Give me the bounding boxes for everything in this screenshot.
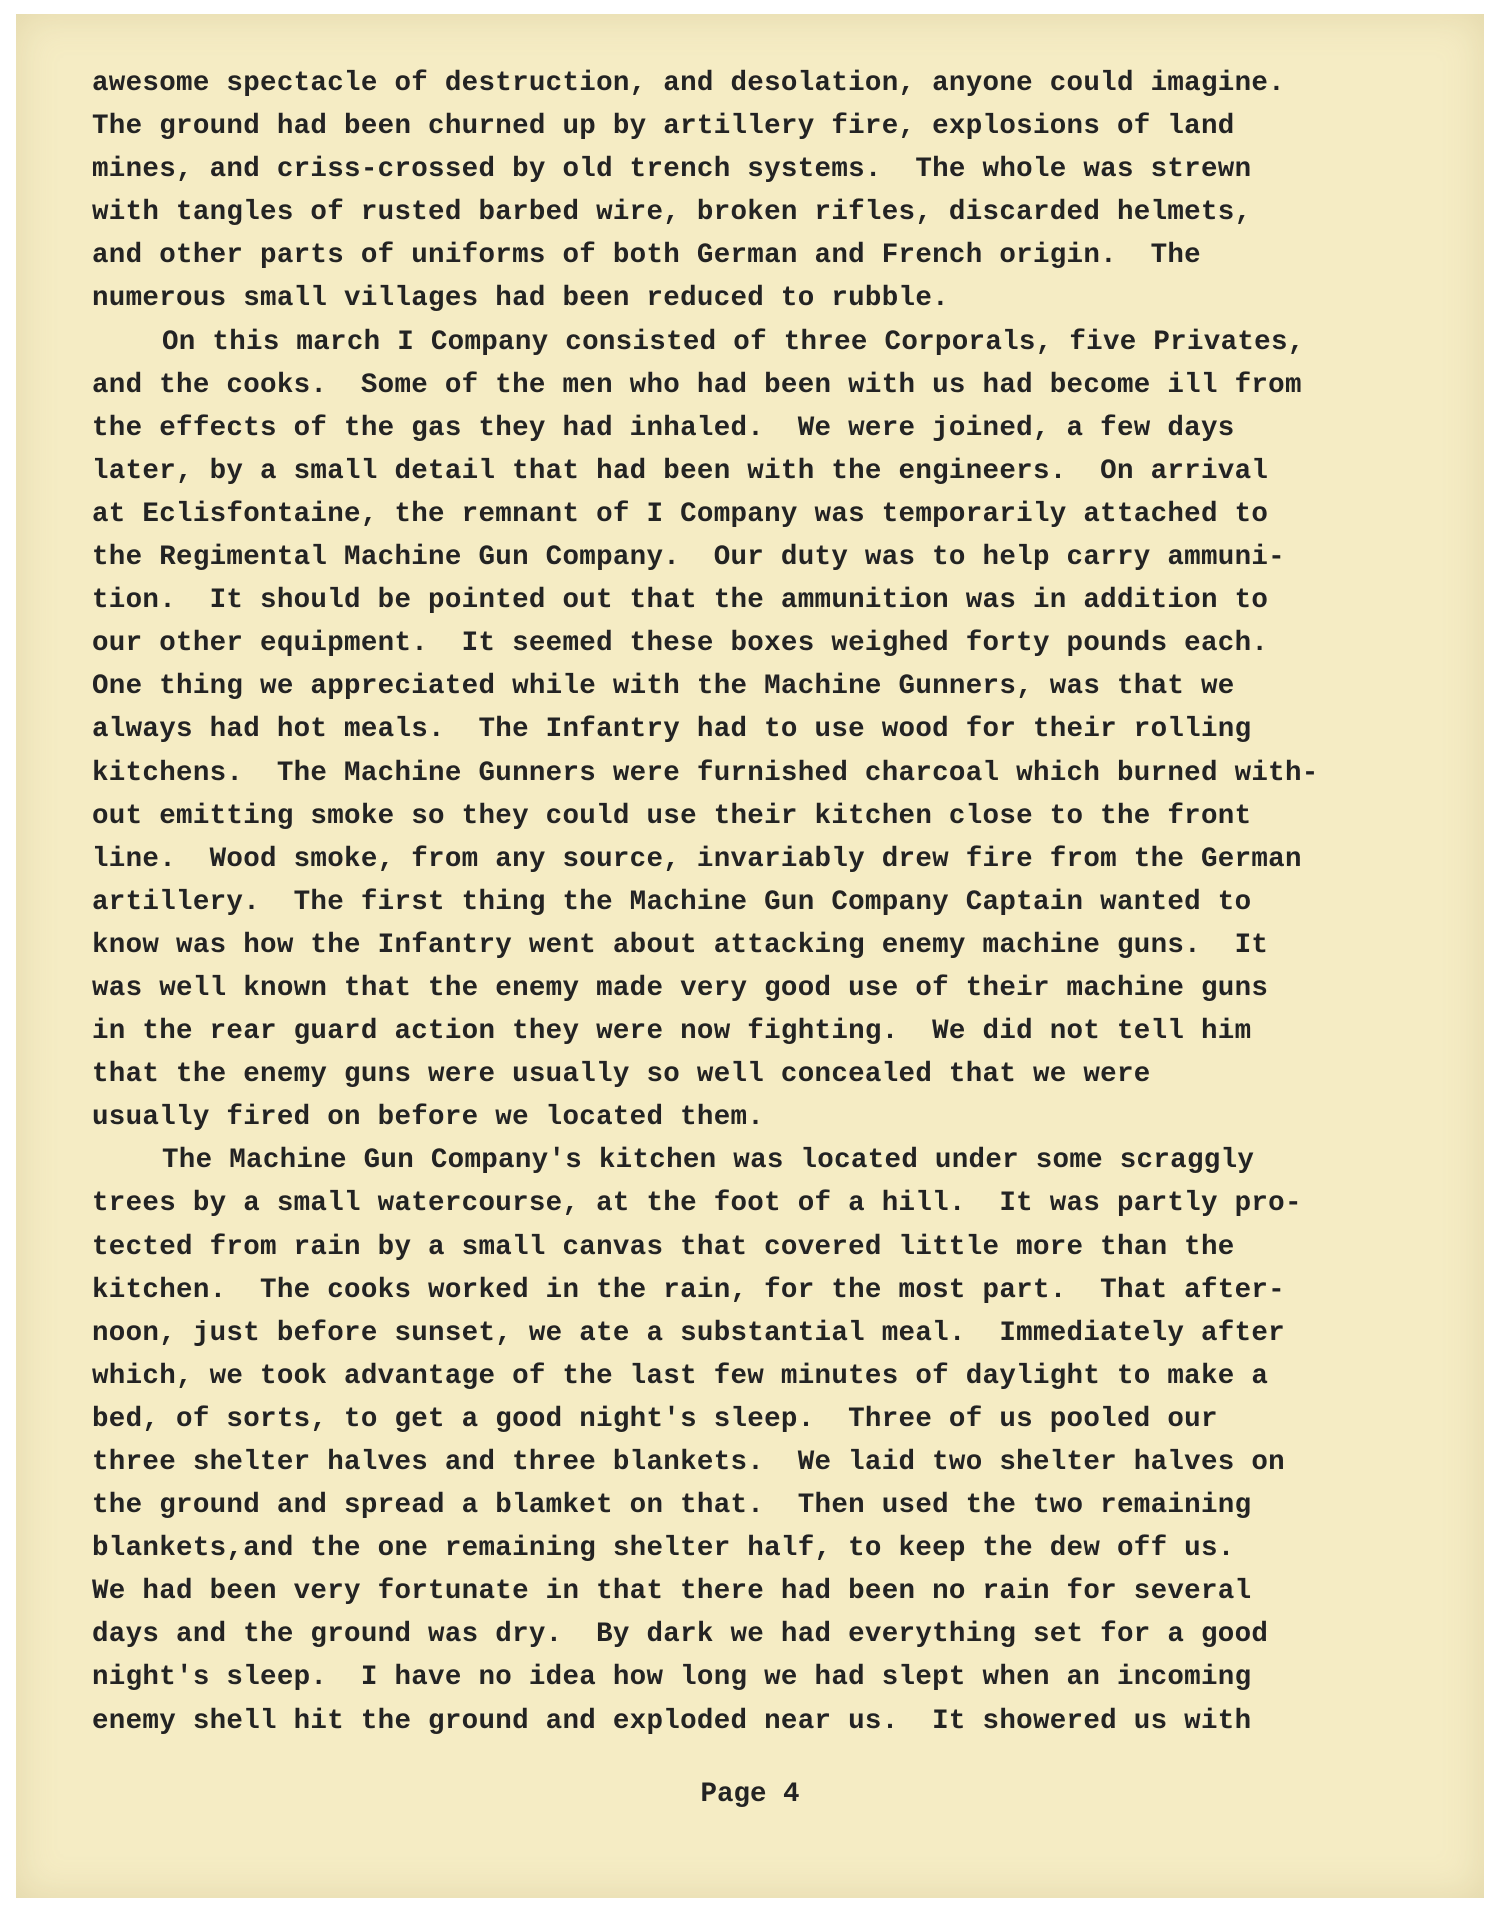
text-line: One thing we appreciated while with the Machine Gunners, was that we: [92, 671, 1235, 703]
text-line: and the cooks. Some of the men who had been with us had become ill from: [92, 369, 1302, 401]
text-line: noon, just before sunset, we ate a substantial meal. Immediately after: [92, 1317, 1285, 1349]
text-line: enemy shell hit the ground and exploded near us. It showered us with: [92, 1705, 1252, 1737]
text-line: with tangles of rusted barbed wire, broken rifles, discarded helmets,: [92, 197, 1252, 229]
text-line: bed, of sorts, to get a good night's sleep. Three of us pooled our: [92, 1403, 1218, 1435]
text-line: the ground and spread a blamket on that. Then used the two remaining: [92, 1490, 1252, 1522]
text-line: in the rear guard action they were now fighting. We did not tell him: [92, 1016, 1252, 1048]
text-line: night's sleep. I have no idea how long we had slept when an incoming: [92, 1662, 1252, 1694]
text-line: awesome spectacle of destruction, and desolation, anyone could imagine.: [92, 68, 1285, 99]
text-line: and other parts of uniforms of both German and French origin. The: [92, 240, 1201, 272]
text-line: artillery. The first thing the Machine Gun Company Captain wanted to: [92, 886, 1252, 918]
text-line: tected from rain by a small canvas that covered little more than the: [92, 1231, 1235, 1263]
text-line: our other equipment. It seemed these boxes weighed forty pounds each.: [92, 628, 1269, 660]
text-line: that the enemy guns were usually so well concealed that we were: [92, 1059, 1151, 1091]
text-line: later, by a small detail that had been with the engineers. On arrival: [92, 455, 1269, 487]
text-line: trees by a small watercourse, at the foot of a hill. It was partly pro-: [92, 1188, 1302, 1220]
paragraph-2: [92, 321, 1412, 1140]
body-text: [92, 62, 1412, 1743]
text-line: tion. It should be pointed out that the ammunition was in addition to: [92, 585, 1269, 617]
page-number: Page 4: [700, 1779, 800, 1810]
text-line: which, we took advantage of the last few minutes of daylight to make a: [92, 1360, 1269, 1392]
paragraph-1: [92, 62, 1412, 321]
text-line: at Eclisfontaine, the remnant of I Company was temporarily attached to: [92, 498, 1269, 530]
text-line: the Regimental Machine Gun Company. Our duty was to help carry ammuni-: [92, 542, 1285, 574]
text-line: line. Wood smoke, from any source, invariably drew fire from the German: [92, 843, 1302, 875]
text-line: know was how the Infantry went about attacking enemy machine guns. It: [92, 929, 1269, 961]
text-line: was well known that the enemy made very good use of their machine guns: [92, 972, 1269, 1004]
text-line: The Machine Gun Company's kitchen was located under some scraggly: [162, 1145, 1255, 1177]
text-line: the effects of the gas they had inhaled. We were joined, a few days: [92, 412, 1235, 444]
text-line: always had hot meals. The Infantry had to use wood for their rolling: [92, 714, 1252, 746]
text-line: blankets,and the one remaining shelter half, to keep the dew off us.: [92, 1533, 1235, 1565]
text-line: We had been very fortunate in that there had been no rain for several: [92, 1576, 1252, 1608]
text-line: days and the ground was dry. By dark we had everything set for a good: [92, 1619, 1269, 1651]
text-line: The ground had been churned up by artillery fire, explosions of land: [92, 111, 1235, 143]
text-line: On this march I Company consisted of three Corporals, five Privates,: [162, 326, 1305, 358]
text-line: usually fired on before we located them.: [92, 1102, 765, 1134]
paragraph-3: [92, 1139, 1412, 1742]
text-line: kitchen. The cooks worked in the rain, for the most part. That after-: [92, 1274, 1285, 1306]
text-line: three shelter halves and three blankets. We laid two shelter halves on: [92, 1447, 1285, 1478]
typewritten-page: [16, 14, 1484, 1898]
text-line: numerous small villages had been reduced to rubble.: [92, 283, 949, 315]
text-line: out emitting smoke so they could use their kitchen close to the front: [92, 800, 1252, 832]
text-line: mines, and criss-crossed by old trench systems. The whole was strewn: [92, 154, 1252, 186]
text-line: kitchens. The Machine Gunners were furnished charcoal which burned with-: [92, 757, 1319, 789]
